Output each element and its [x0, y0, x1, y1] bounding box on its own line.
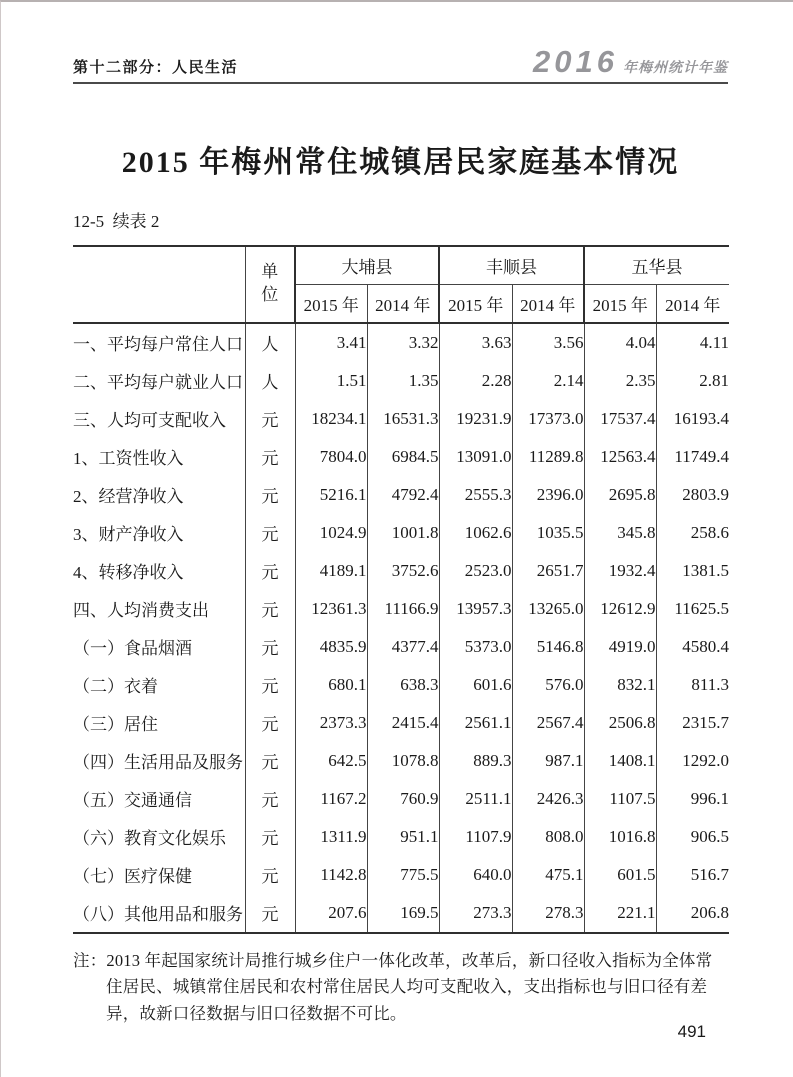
value-cell: 207.6	[295, 894, 367, 933]
unit-cell: 元	[245, 704, 295, 742]
value-cell: 3752.6	[367, 552, 439, 590]
value-cell: 2373.3	[295, 704, 367, 742]
table-row	[73, 438, 729, 476]
unit-cell: 元	[245, 514, 295, 552]
value-cell: 811.3	[656, 666, 729, 704]
county-header-dabu: 大埔县	[295, 246, 439, 285]
row-label: （八）其他用品和服务	[73, 905, 243, 924]
table-row	[73, 704, 729, 742]
value-cell: 13091.0	[439, 438, 512, 476]
value-cell: 1.51	[295, 362, 367, 400]
page-content	[1, 2, 793, 1028]
value-cell: 273.3	[439, 894, 512, 933]
value-cell: 2315.7	[656, 704, 729, 742]
row-label: 二、平均每户就业人口	[73, 373, 243, 392]
value-cell: 2.14	[512, 362, 584, 400]
value-cell: 1.35	[367, 362, 439, 400]
value-cell: 1292.0	[656, 742, 729, 780]
row-label: （一）食品烟酒	[73, 639, 192, 658]
value-cell: 2555.3	[439, 476, 512, 514]
value-cell: 1107.9	[439, 818, 512, 856]
row-label: 2、经营净收入	[73, 487, 184, 506]
value-cell: 601.5	[584, 856, 656, 894]
value-cell: 642.5	[295, 742, 367, 780]
year-header: 2015 年	[439, 284, 512, 323]
value-cell: 11749.4	[656, 438, 729, 476]
unit-cell: 元	[245, 552, 295, 590]
value-cell: 16193.4	[656, 400, 729, 438]
value-cell: 1932.4	[584, 552, 656, 590]
value-cell: 2.81	[656, 362, 729, 400]
value-cell: 169.5	[367, 894, 439, 933]
row-label: （五）交通通信	[73, 791, 192, 810]
value-cell: 221.1	[584, 894, 656, 933]
row-label: 一、平均每户常住人口	[73, 335, 243, 354]
value-cell: 206.8	[656, 894, 729, 933]
value-cell: 4.11	[656, 323, 729, 362]
table-row	[73, 514, 729, 552]
table-row	[73, 362, 729, 400]
table-row	[73, 323, 729, 362]
page-number: 491	[677, 1022, 706, 1041]
value-cell: 17373.0	[512, 400, 584, 438]
value-cell: 19231.9	[439, 400, 512, 438]
yearbook-logo-year: 2016	[533, 44, 618, 79]
value-cell: 1408.1	[584, 742, 656, 780]
value-cell: 638.3	[367, 666, 439, 704]
row-label: 三、人均可支配收入	[73, 411, 226, 430]
yearbook-logo-text: 年梅州统计年鉴	[623, 59, 728, 75]
value-cell: 906.5	[656, 818, 729, 856]
value-cell: 258.6	[656, 514, 729, 552]
value-cell: 2415.4	[367, 704, 439, 742]
table-row	[73, 818, 729, 856]
value-cell: 6984.5	[367, 438, 439, 476]
value-cell: 5146.8	[512, 628, 584, 666]
row-label: 1、工资性收入	[73, 449, 184, 468]
value-cell: 5373.0	[439, 628, 512, 666]
value-cell: 760.9	[367, 780, 439, 818]
unit-cell: 人	[245, 362, 295, 400]
value-cell: 475.1	[512, 856, 584, 894]
unit-cell: 元	[245, 438, 295, 476]
value-cell: 12563.4	[584, 438, 656, 476]
value-cell: 278.3	[512, 894, 584, 933]
value-cell: 1107.5	[584, 780, 656, 818]
unit-cell: 元	[245, 476, 295, 514]
value-cell: 1016.8	[584, 818, 656, 856]
value-cell: 2511.1	[439, 780, 512, 818]
value-cell: 808.0	[512, 818, 584, 856]
table-row	[73, 780, 729, 818]
unit-cell: 元	[245, 742, 295, 780]
unit-cell: 人	[245, 323, 295, 362]
yearbook-logo	[533, 46, 728, 77]
value-cell: 1167.2	[295, 780, 367, 818]
value-cell: 576.0	[512, 666, 584, 704]
value-cell: 2396.0	[512, 476, 584, 514]
value-cell: 3.41	[295, 323, 367, 362]
value-cell: 951.1	[367, 818, 439, 856]
county-header-wuhua: 五华县	[584, 246, 729, 285]
value-cell: 640.0	[439, 856, 512, 894]
value-cell: 13265.0	[512, 590, 584, 628]
value-cell: 11289.8	[512, 438, 584, 476]
value-cell: 11166.9	[367, 590, 439, 628]
value-cell: 1381.5	[656, 552, 729, 590]
value-cell: 680.1	[295, 666, 367, 704]
value-cell: 987.1	[512, 742, 584, 780]
value-cell: 2.28	[439, 362, 512, 400]
value-cell: 832.1	[584, 666, 656, 704]
row-label: 4、转移净收入	[73, 563, 184, 582]
year-header: 2014 年	[367, 284, 439, 323]
table-header-row-groups	[73, 246, 729, 285]
table-row	[73, 628, 729, 666]
table-body	[73, 323, 729, 933]
value-cell: 345.8	[584, 514, 656, 552]
table-row	[73, 552, 729, 590]
section-title: 第十二部分：人民生活	[73, 59, 239, 76]
unit-cell: 元	[245, 818, 295, 856]
table-row	[73, 590, 729, 628]
value-cell: 2426.3	[512, 780, 584, 818]
value-cell: 7804.0	[295, 438, 367, 476]
value-cell: 1311.9	[295, 818, 367, 856]
row-label: 四、人均消费支出	[73, 601, 209, 620]
value-cell: 3.32	[367, 323, 439, 362]
year-header: 2015 年	[584, 284, 656, 323]
unit-cell: 元	[245, 856, 295, 894]
header-spacer-cell	[73, 246, 245, 323]
row-label: （六）教育文化娱乐	[73, 829, 226, 848]
value-cell: 12612.9	[584, 590, 656, 628]
value-cell: 16531.3	[367, 400, 439, 438]
value-cell: 4580.4	[656, 628, 729, 666]
row-label: （七）医疗保健	[73, 867, 192, 886]
page-header	[73, 46, 728, 84]
table-row	[73, 894, 729, 933]
table-row	[73, 856, 729, 894]
value-cell: 12361.3	[295, 590, 367, 628]
value-cell: 2561.1	[439, 704, 512, 742]
year-header: 2015 年	[295, 284, 367, 323]
value-cell: 1142.8	[295, 856, 367, 894]
value-cell: 3.63	[439, 323, 512, 362]
value-cell: 2567.4	[512, 704, 584, 742]
unit-cell: 元	[245, 628, 295, 666]
year-header: 2014 年	[656, 284, 729, 323]
value-cell: 4792.4	[367, 476, 439, 514]
value-cell: 4835.9	[295, 628, 367, 666]
row-label: （二）衣着	[73, 677, 158, 696]
value-cell: 2695.8	[584, 476, 656, 514]
footnote: 注：2013 年起国家统计局推行城乡住户一体化改革，改革后，新口径收入指标为全体常住居民、城镇常住居民和农村常住居民人均可支配收入，支出指标也与旧口径有差异，故新口径数据与旧口径数据不可比。	[73, 950, 713, 1023]
unit-cell: 元	[245, 666, 295, 704]
unit-cell: 元	[245, 590, 295, 628]
value-cell: 4377.4	[367, 628, 439, 666]
value-cell: 17537.4	[584, 400, 656, 438]
data-table	[73, 245, 729, 934]
unit-column-label: 单位	[261, 262, 279, 304]
unit-cell: 元	[245, 780, 295, 818]
row-label: 3、财产净收入	[73, 525, 184, 544]
value-cell: 1078.8	[367, 742, 439, 780]
value-cell: 5216.1	[295, 476, 367, 514]
value-cell: 1001.8	[367, 514, 439, 552]
value-cell: 775.5	[367, 856, 439, 894]
county-header-fengshun: 丰顺县	[439, 246, 584, 285]
row-label: （四）生活用品及服务	[73, 753, 243, 772]
value-cell: 4189.1	[295, 552, 367, 590]
value-cell: 1035.5	[512, 514, 584, 552]
table-row	[73, 666, 729, 704]
table-label: 12-5 续表 2	[73, 211, 160, 231]
table-head	[73, 246, 729, 323]
value-cell: 601.6	[439, 666, 512, 704]
value-cell: 2506.8	[584, 704, 656, 742]
value-cell: 2803.9	[656, 476, 729, 514]
table-row	[73, 400, 729, 438]
table-row	[73, 742, 729, 780]
value-cell: 18234.1	[295, 400, 367, 438]
year-header: 2014 年	[512, 284, 584, 323]
value-cell: 3.56	[512, 323, 584, 362]
value-cell: 4.04	[584, 323, 656, 362]
value-cell: 889.3	[439, 742, 512, 780]
value-cell: 13957.3	[439, 590, 512, 628]
value-cell: 1062.6	[439, 514, 512, 552]
value-cell: 996.1	[656, 780, 729, 818]
value-cell: 4919.0	[584, 628, 656, 666]
unit-cell: 元	[245, 400, 295, 438]
value-cell: 2.35	[584, 362, 656, 400]
value-cell: 2523.0	[439, 552, 512, 590]
value-cell: 516.7	[656, 856, 729, 894]
value-cell: 11625.5	[656, 590, 729, 628]
unit-cell: 元	[245, 894, 295, 933]
document-title: 2015 年梅州常住城镇居民家庭基本情况	[121, 146, 680, 179]
unit-column-header	[245, 246, 295, 323]
value-cell: 2651.7	[512, 552, 584, 590]
table-row	[73, 476, 729, 514]
value-cell: 1024.9	[295, 514, 367, 552]
row-label: （三）居住	[73, 715, 158, 734]
